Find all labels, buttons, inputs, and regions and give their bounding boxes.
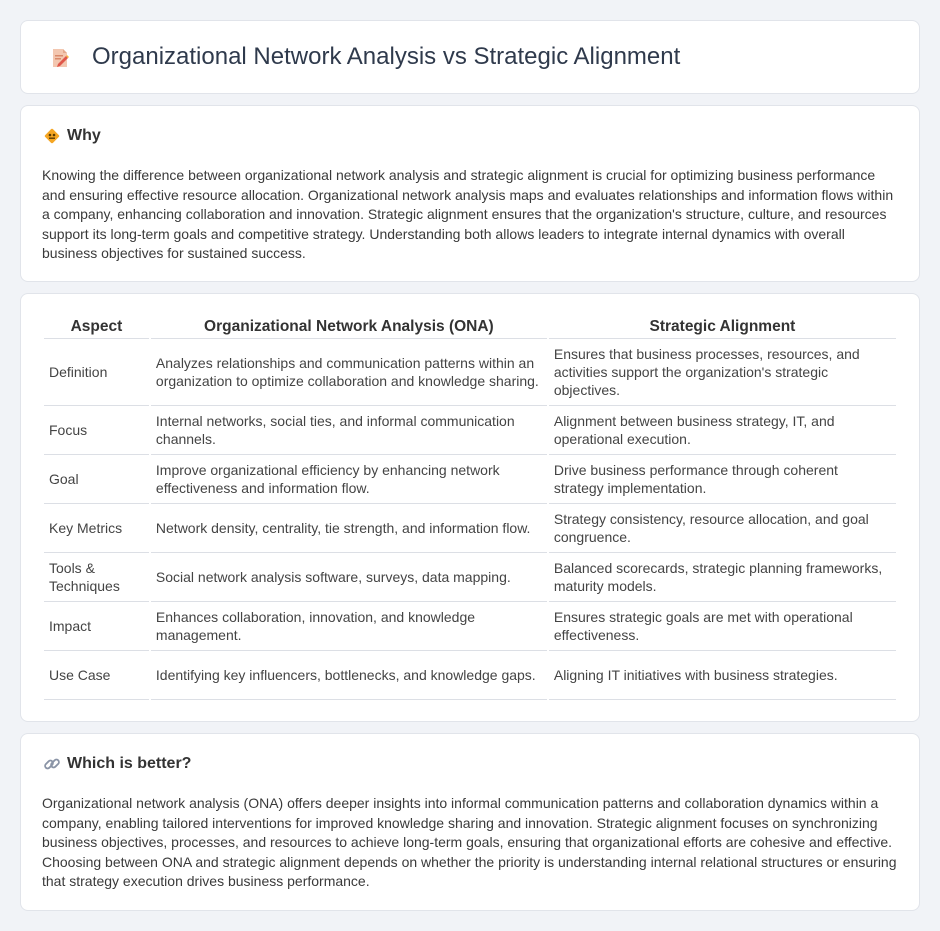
row-ona-value: Improve organizational efficiency by enhancing network effectiveness and information flow.: [151, 455, 547, 504]
table-row: [44, 553, 896, 602]
row-ona-value: Identifying key influencers, bottlenecks, and knowledge gaps.: [151, 651, 547, 700]
row-strategic-value: Ensures that business processes, resources, and activities support the organization's strategic objectives.: [549, 339, 896, 406]
table-row: [44, 455, 896, 504]
table-row: [44, 406, 896, 455]
table-row: [44, 504, 896, 553]
comparison-table: [42, 316, 898, 700]
better-heading: Which is better?: [67, 755, 192, 772]
column-header-strategic-alignment: Strategic Alignment: [549, 316, 896, 339]
row-ona-value: Network density, centrality, tie strength, and information flow.: [151, 504, 547, 553]
row-strategic-value: Ensures strategic goals are met with operational effectiveness.: [549, 602, 896, 651]
row-ona-value: Social network analysis software, surveys, data mapping.: [151, 553, 547, 602]
page-title: Organizational Network Analysis vs Strategic Alignment: [92, 43, 681, 70]
title-card: [20, 20, 920, 94]
why-section: [20, 105, 920, 282]
warning-sign-icon: [43, 127, 61, 145]
table-row: [44, 339, 896, 406]
row-aspect: Definition: [44, 339, 149, 406]
link-icon: [43, 755, 61, 773]
table-row: [44, 602, 896, 651]
column-header-ona: Organizational Network Analysis (ONA): [151, 316, 547, 339]
row-aspect: Goal: [44, 455, 149, 504]
row-aspect: Impact: [44, 602, 149, 651]
table-header-row: [44, 316, 896, 339]
row-aspect: Key Metrics: [44, 504, 149, 553]
which-is-better-section: [20, 733, 920, 911]
column-header-aspect: Aspect: [44, 316, 149, 339]
row-strategic-value: Alignment between business strategy, IT, and operational execution.: [549, 406, 896, 455]
row-aspect: Focus: [44, 406, 149, 455]
row-strategic-value: Strategy consistency, resource allocation, and goal congruence.: [549, 504, 896, 553]
row-ona-value: Internal networks, social ties, and informal communication channels.: [151, 406, 547, 455]
why-heading-row: [43, 127, 101, 145]
table-row: [44, 651, 896, 700]
row-aspect: Tools & Techniques: [44, 553, 149, 602]
row-strategic-value: Drive business performance through coherent strategy implementation.: [549, 455, 896, 504]
row-ona-value: Analyzes relationships and communication patterns within an organization to optimize collaboration and knowledge sharing.: [151, 339, 547, 406]
better-body: Organizational network analysis (ONA) offers deeper insights into informal communication patterns and collaboration dynamics within a company, enabling tailored interventions for improved knowledge sharing and innovation. Strategic alignment focuses on synchronizing business objectives, processes, and resources to achieve long-term goals, ensuring that organizational efforts are cohesive and effective. Choosing between ONA and strategic alignment depends on whether the priority is understanding internal relational structures or ensuring that strategy execution drives business performance.: [42, 795, 897, 889]
row-strategic-value: Aligning IT initiatives with business strategies.: [549, 651, 896, 700]
why-body: Knowing the difference between organizational network analysis and strategic alignment is crucial for optimizing business performance and ensuring effective resource allocation. Organizational network analysis maps and evaluates relationships and information flows within a company, enhancing collaboration and innovation. Strategic alignment ensures that the organization's structure, culture, and resources support its long-term goals and competitive strategy. Understanding both allows leaders to integrate internal dynamics with overall business objectives for sustained success.: [42, 167, 894, 261]
why-heading: Why: [67, 127, 101, 144]
better-heading-row: [43, 755, 191, 773]
row-ona-value: Enhances collaboration, innovation, and knowledge management.: [151, 602, 547, 651]
document-edit-icon: [49, 47, 71, 69]
row-strategic-value: Balanced scorecards, strategic planning frameworks, maturity models.: [549, 553, 896, 602]
row-aspect: Use Case: [44, 651, 149, 700]
comparison-section: [20, 293, 920, 722]
